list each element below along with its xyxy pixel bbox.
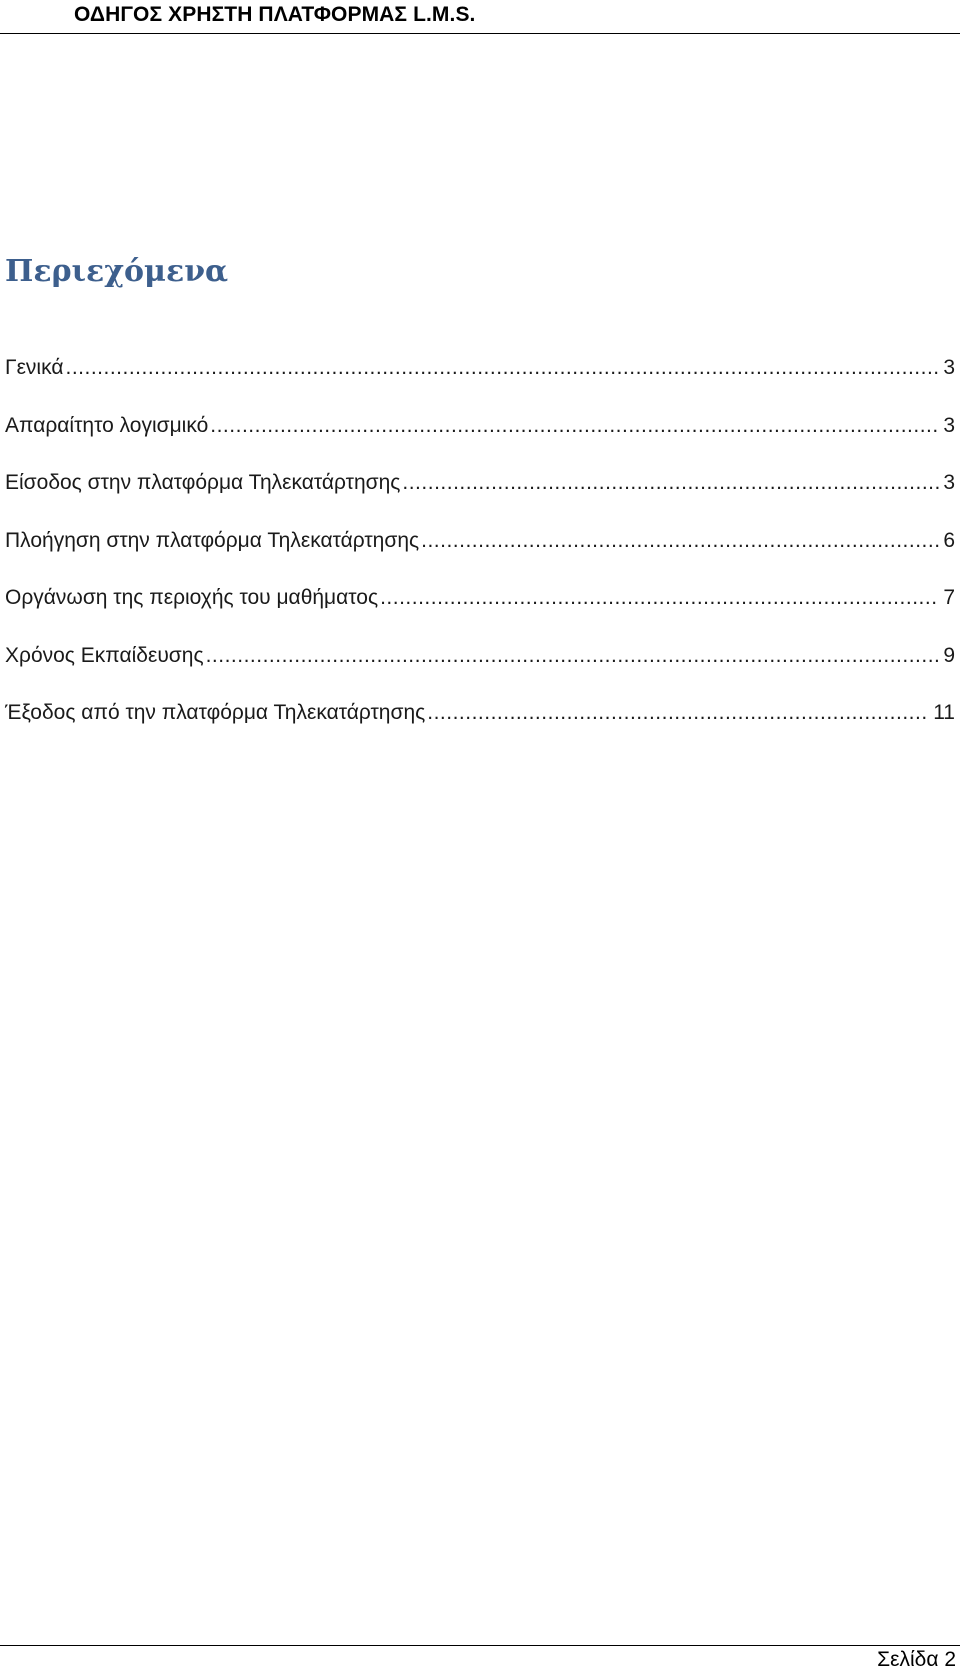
toc-entry-login[interactable]: [5, 471, 955, 529]
toc-entry-page: 9: [943, 643, 955, 667]
page-header: [0, 0, 960, 34]
document-title: ΟΔΗΓΟΣ ΧΡΗΣΤΗ ΠΛΑΤΦΟΡΜΑΣ L.M.S.: [74, 3, 476, 26]
toc-entry-page: 3: [943, 413, 955, 437]
toc-entry-title: Απαραίτητο λογισμικό: [5, 413, 209, 437]
page-number: Σελίδα 2: [877, 1648, 956, 1671]
toc-dot-leader: [402, 471, 939, 495]
toc-entry-general[interactable]: [5, 356, 955, 414]
toc-dot-leader: [65, 356, 939, 380]
toc-entry-title: Γενικά: [5, 356, 64, 379]
toc-dot-leader: [206, 644, 939, 668]
toc-entry-title: Έξοδος από την πλατφόρμα Τηλεκατάρτησης: [5, 701, 426, 724]
table-of-contents: [5, 356, 955, 759]
footer-divider: [0, 1645, 960, 1646]
toc-heading: Περιεχόμενα: [5, 254, 229, 289]
toc-entry-page: 7: [943, 586, 955, 609]
toc-dot-leader: [427, 701, 929, 725]
toc-entry-page: 3: [943, 356, 955, 379]
toc-entry-page: 11: [933, 701, 955, 724]
toc-entry-title: Είσοδος στην πλατφόρμα Τηλεκατάρτησης: [5, 471, 401, 494]
toc-entry-title: Οργάνωση της περιοχής του μαθήματος: [5, 586, 379, 609]
toc-dot-leader: [210, 414, 939, 438]
toc-entry-training-time[interactable]: [5, 644, 955, 702]
toc-entry-navigation[interactable]: [5, 529, 955, 587]
toc-entry-page: 3: [943, 471, 955, 494]
toc-entry-course-area[interactable]: [5, 586, 955, 644]
toc-entry-required-software[interactable]: [5, 414, 955, 472]
toc-entry-logout[interactable]: [5, 701, 955, 759]
header-divider: [0, 33, 960, 34]
toc-entry-page: 6: [943, 528, 955, 552]
toc-entry-title: Χρόνος Εκπαίδευσης: [5, 643, 204, 667]
toc-entry-title: Πλοήγηση στην πλατφόρμα Τηλεκατάρτησης: [5, 528, 420, 552]
toc-dot-leader: [380, 586, 939, 610]
toc-dot-leader: [421, 529, 939, 553]
